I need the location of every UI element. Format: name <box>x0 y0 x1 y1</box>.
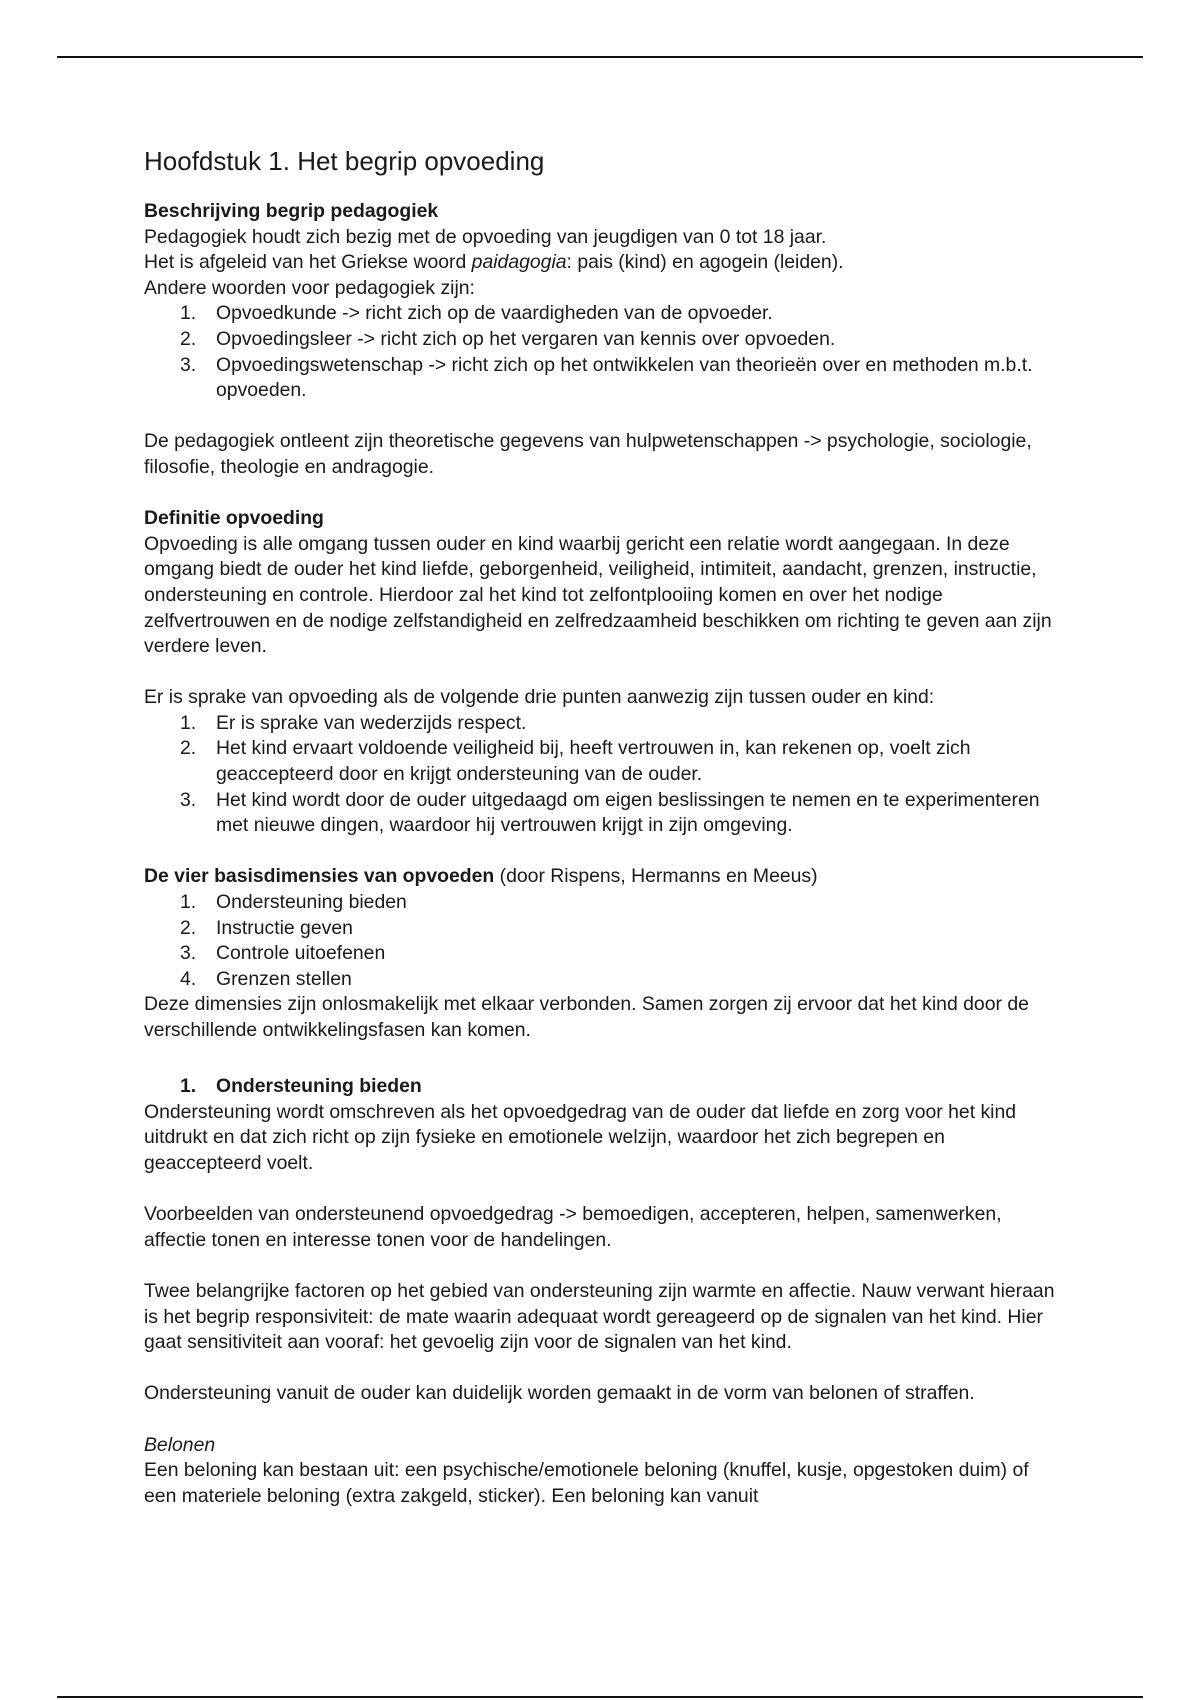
list-item: 1. Opvoedkunde -> richt zich op de vaardigheden van de opvoeder. <box>180 302 773 325</box>
heading-basisdimensies: De vier basisdimensies van opvoeden (door Rispens, Hermanns en Meeus) <box>144 865 818 888</box>
text-line: Het is afgeleid van het Griekse woord paidagogia: pais (kind) en agogein (leiden). <box>144 251 844 274</box>
paragraph: Opvoeding is alle omgang tussen ouder en kind waarbij gericht een relatie wordt aangegaan. In deze omgang biedt de ouder het kind liefde, geborgenheid, veiligheid, intimiteit, aandacht, grenzen, instructie, ondersteuning en controle. Hierdoor zal het kind tot zelfontplooiing komen en over het nodige zelfvertrouwen en de nodige zelfstandigheid en zelfredzaamheid beschikken om richting te geven aan zijn verdere leven. <box>144 532 1052 658</box>
italic-term: paidagogia <box>471 251 567 274</box>
text-line: Andere woorden voor pedagogiek zijn: <box>144 276 475 299</box>
heading-pedagogiek: Beschrijving begrip pedagogiek <box>144 200 439 222</box>
paragraph: Een beloning kan bestaan uit: een psychische/emotionele beloning (knuffel, kusje, opgestoken duim) of een materiele beloning (extra zakgeld, sticker). Een beloning kan vanuit <box>144 1459 1029 1507</box>
numbered-list <box>144 301 1064 403</box>
text-line: Pedagogiek houdt zich bezig met de opvoeding van jeugdigen van 0 tot 18 jaar. <box>144 225 827 248</box>
paragraph: Voorbeelden van ondersteunend opvoedgedrag -> bemoedigen, accepteren, helpen, samenwerken, affectie tonen en interesse tonen voor de handelingen. <box>144 1203 1002 1251</box>
list-item: 1. Er is sprake van wederzijds respect. <box>180 711 527 734</box>
paragraph: Twee belangrijke factoren op het gebied van ondersteuning zijn warmte en affectie. Nauw verwant hieraan is het begrip responsiviteit: de mate waarin adequaat wordt gereageerd op de signalen van het kind. Hier gaat sensitiviteit aan vooraf: het gevoelig zijn voor de signalen van het kind. <box>144 1279 1055 1354</box>
list-item: 3. Het kind wordt door de ouder uitgedaagd om eigen beslissingen te nemen en te experimenteren met nieuwe dingen, waardoor hij vertrouwen krijgt in zijn omgeving. <box>180 788 1040 837</box>
paragraph: De pedagogiek ontleent zijn theoretische gegevens van hulpwetenschappen -> psychologie, sociologie, filosofie, theologie en andragogie. <box>144 430 1032 478</box>
document-page <box>144 146 1064 1509</box>
numbered-list <box>144 711 1064 839</box>
bottom-rule <box>57 1696 1143 1698</box>
list-item: 2. Opvoedingsleer -> richt zich op het vergaren van kennis over opvoeden. <box>180 327 836 350</box>
numbered-list <box>144 890 1064 992</box>
paragraph: Deze dimensies zijn onlosmakelijk met elkaar verbonden. Samen zorgen zij ervoor dat het kind door de verschillende ontwikkelingsfasen kan komen. <box>144 993 1029 1041</box>
list-item: 1. Ondersteuning bieden <box>180 891 407 914</box>
paragraph: Er is sprake van opvoeding als de volgende drie punten aanwezig zijn tussen ouder en kind: <box>144 686 935 709</box>
heading-definitie: Definitie opvoeding <box>144 507 324 530</box>
heading-ondersteuning: 1. Ondersteuning bieden <box>180 1075 422 1098</box>
paragraph: Ondersteuning wordt omschreven als het opvoedgedrag van de ouder dat liefde en zorg voor het kind uitdrukt en dat zich richt op zijn fysieke en emotionele welzijn, waardoor het zich begrepen en geaccepteerd voelt. <box>144 1100 1017 1174</box>
list-item: 2. Instructie geven <box>180 916 353 939</box>
list-item: 2. Het kind ervaart voldoende veiligheid bij, heeft vertrouwen in, kan rekenen op, voelt zich geaccepteerd door en krijgt ondersteuning van de ouder. <box>180 737 971 786</box>
paragraph: Ondersteuning vanuit de ouder kan duidelijk worden gemaakt in de vorm van belonen of straffen. <box>144 1382 975 1405</box>
top-rule <box>57 56 1143 58</box>
subheading-belonen: Belonen <box>144 1433 216 1456</box>
list-item: 3. Opvoedingswetenschap -> richt zich op het ontwikkelen van theorieën over en methoden m.b.t. opvoeden. <box>180 353 1033 402</box>
list-item: 4. Grenzen stellen <box>180 967 352 990</box>
list-item: 3. Controle uitoefenen <box>180 942 386 965</box>
chapter-title: Hoofdstuk 1. Het begrip opvoeding <box>144 146 545 176</box>
